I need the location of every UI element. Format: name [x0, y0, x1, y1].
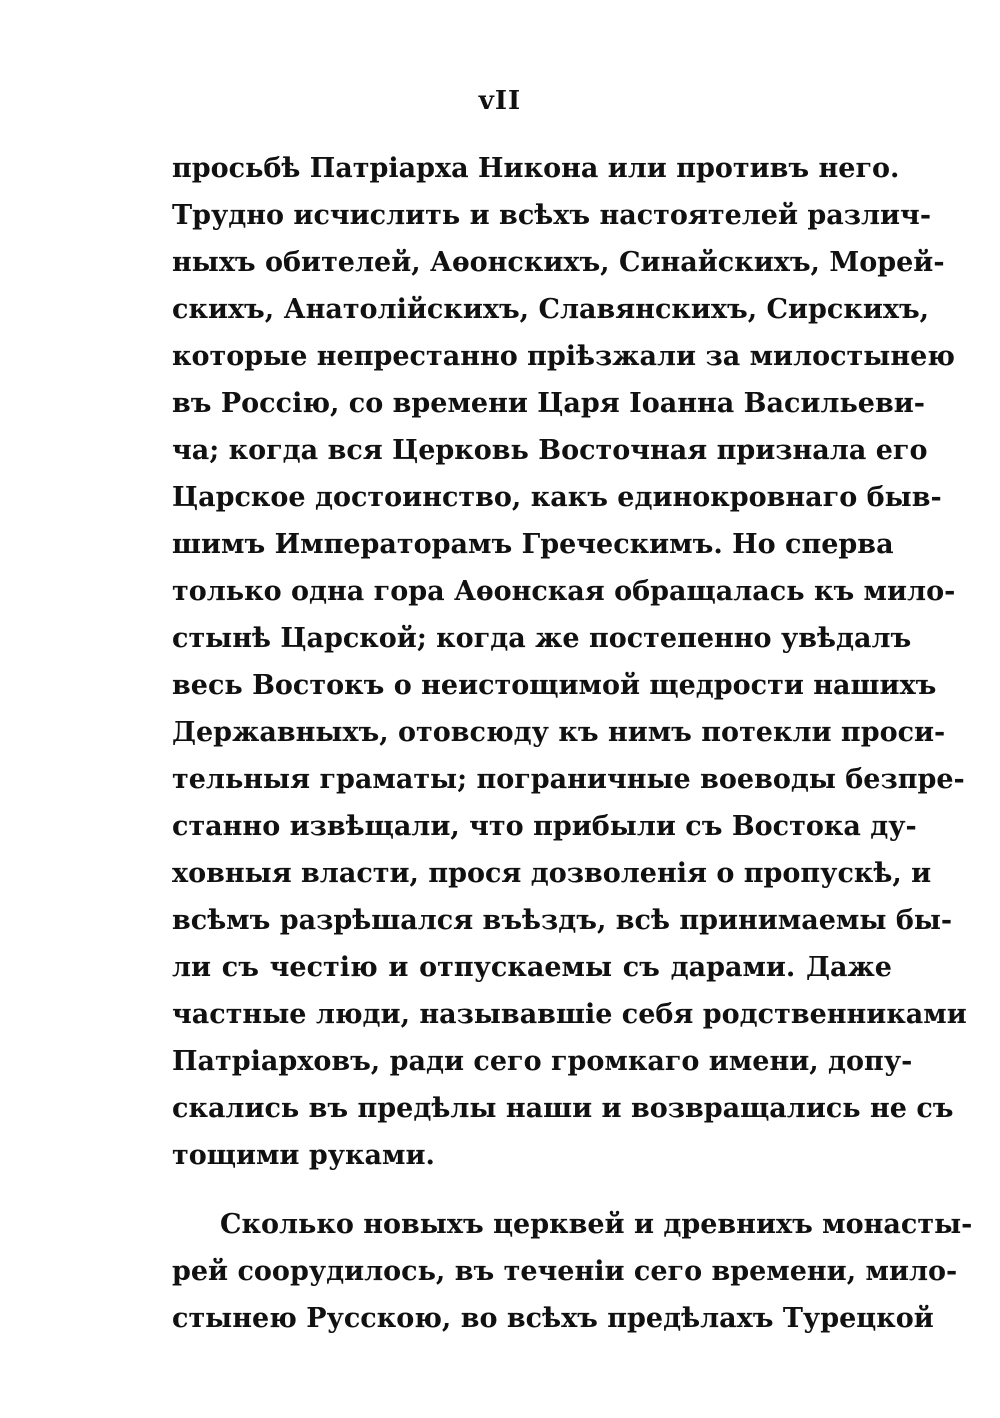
paragraph-1 [172, 145, 967, 1179]
text-line: только одна гора Аѳонская обращалась къ мило- [172, 576, 956, 607]
text-line: весь Востокъ о неистощимой щедрости нашихъ [172, 670, 937, 701]
text-line: тельныя граматы; пограничные воеводы безпре- [172, 764, 965, 795]
text-line: ныхъ обителей, Аѳонскихъ, Синайскихъ, Морей- [172, 247, 945, 278]
text-line: скались въ предѣлы наши и возвращались не съ [172, 1093, 954, 1124]
body-text [172, 145, 973, 1342]
text-line: Трудно исчислить и всѣхъ настоятелей различ- [172, 200, 932, 231]
text-line: рей соорудилось, въ теченіи сего времени, мило- [172, 1256, 958, 1287]
text-line: Державныхъ, отовсюду къ нимъ потекли проси- [172, 717, 946, 748]
text-line: шимъ Императорамъ Греческимъ. Но сперва [172, 529, 894, 560]
text-line: ли съ честію и отпускаемы съ дарами. Даже [172, 952, 892, 983]
paragraph-gap [172, 1179, 892, 1201]
text-line: Сколько новыхъ церквей и древнихъ монасты- [220, 1209, 973, 1240]
text-line: частные люди, называвшіе себя родственниками [172, 999, 967, 1030]
text-line: въ Россію, со времени Царя Іоанна Васильеви- [172, 388, 925, 419]
text-line: просьбѣ Патріарха Никона или противъ него. [172, 153, 900, 184]
text-line: станно извѣщали, что прибыли съ Востока ду- [172, 811, 917, 842]
text-line: ховныя власти, прося дозволенія о пропускѣ, и [172, 858, 932, 889]
page-number: vII [478, 86, 522, 116]
text-line: стынѣ Царской; когда же постепенно увѣдалъ [172, 623, 912, 654]
text-line: ча; когда вся Церковь Восточная признала его [172, 435, 928, 466]
text-line: стынею Русскою, во всѣхъ предѣлахъ Турецкой [172, 1303, 934, 1334]
paragraph-2 [172, 1201, 973, 1342]
text-line: всѣмъ разрѣшался въѣздъ, всѣ принимаемы бы- [172, 905, 953, 936]
text-line: тощими руками. [172, 1140, 435, 1171]
text-line: Патріарховъ, ради сего громкаго имени, допу- [172, 1046, 913, 1077]
text-line: Царское достоинство, какъ единокровнаго быв- [172, 482, 942, 513]
text-line: скихъ, Анатолійскихъ, Славянскихъ, Сирскихъ, [172, 294, 930, 325]
text-line: которые непрестанно пріѣзжали за милостынею [172, 341, 955, 372]
